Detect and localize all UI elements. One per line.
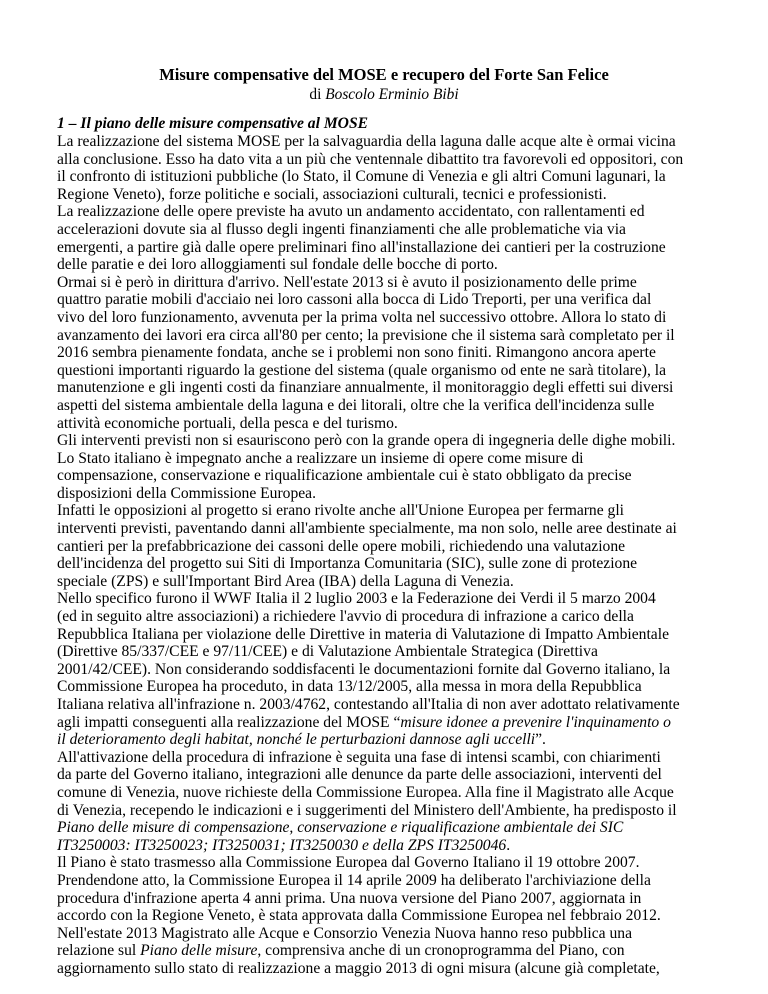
text-segment: , comprensiva anche di un cronoprogramma del Piano, con (257, 942, 625, 960)
text-segment: di Venezia, recependo le indicazioni e i suggerimenti del Ministero dell'Ambiente, ha predisposto il (57, 801, 677, 819)
text-segment: questioni importanti riguardo la gestione del sistema (quale organismo od ente ne sarà titolare), la (57, 361, 666, 379)
text-segment: Commissione Europea ha proceduto, in data 13/12/2005, alla messa in mora della Repubblica (57, 678, 642, 696)
text-line (57, 626, 729, 644)
text-segment: accelerazioni dovute sia al flusso degli ingenti finanziamenti che alle problematiche via via (57, 220, 626, 238)
text-line (57, 203, 729, 221)
text-segment: emergenti, a partire già dalle opere preliminari fino all'installazione dei cantieri per la costruzione (57, 238, 666, 256)
text-line (57, 696, 729, 714)
text-line (57, 432, 729, 450)
text-line (57, 837, 729, 855)
text-segment: Il Piano è stato trasmesso alla Commissione Europea dal Governo Italiano il 19 ottobre 2007. (57, 854, 640, 872)
text-segment: Gli interventi previsti non si esauriscono però con la grande opera di ingegneria delle dighe mobili. (57, 432, 676, 450)
text-segment: vivo del loro funzionamento, avvenuta per la prima volta nel successivo ottobre. Allora lo stato di (57, 308, 667, 326)
text-line (57, 854, 729, 872)
text-line (57, 415, 729, 433)
text-segment: La realizzazione delle opere previste ha avuto un andamento accidentato, con rallentamenti ed (57, 203, 645, 221)
text-line (57, 678, 729, 696)
text-segment: speciale (ZPS) e sull'Important Bird Area (IBA) della Laguna di Venezia. (57, 572, 514, 590)
text-line (57, 467, 729, 485)
text-segment: agli impatti conseguenti alla realizzazione del MOSE “ (57, 713, 401, 731)
text-line (57, 890, 729, 908)
text-segment: (Direttive 85/337/CEE e 97/11/CEE) e di Valutazione Ambientale Strategica (Direttiva (57, 643, 598, 661)
text-line (57, 291, 729, 309)
text-segment: relazione sul (57, 942, 141, 960)
text-line (57, 714, 729, 732)
text-segment: All'attivazione della procedura di infrazione è seguita una fase di intensi scambi, con chiarimenti (57, 748, 661, 766)
text-line (57, 379, 729, 397)
text-line (57, 274, 729, 292)
text-segment: il confronto di istituzioni pubbliche (lo Stato, il Comune di Venezia e gli altri Comuni lagunari, la (57, 168, 666, 186)
text-line (57, 168, 729, 186)
text-segment: manutenzione e gli ingenti costi da finanziare annualmente, il monitoraggio degli effetti sui diversi (57, 379, 674, 397)
text-segment: Ormai si è però in dirittura d'arrivo. Nell'estate 2013 si è avuto il posizionamento delle prime (57, 273, 637, 291)
text-segment: Italiana relativa all'infrazione n. 2003/4762, contestando all'Italia di non aver adottato relativamente (57, 696, 680, 713)
text-segment: cantieri per la prefabbricazione dei cassoni delle opere mobili, richiedendo una valutazione (57, 537, 626, 555)
text-line (57, 643, 729, 661)
italic-text: il deterioramento degli habitat, nonché le perturbazioni dannose agli uccelli (57, 731, 536, 749)
text-line (57, 925, 729, 943)
text-line (57, 133, 729, 151)
text-line (57, 784, 729, 802)
text-segment: Lo Stato italiano è impegnato anche a realizzare un insieme di opere come misure di (57, 449, 584, 467)
text-segment: quattro paratie mobili d'acciaio nei loro cassoni alla bocca di Lido Treporti, per una verifica dal (57, 291, 652, 309)
text-line (57, 573, 729, 591)
byline (0, 86, 768, 103)
text-segment: ”. (535, 731, 546, 749)
text-line (57, 485, 729, 503)
text-line (57, 819, 729, 837)
text-line (57, 362, 729, 380)
text-line (57, 872, 729, 890)
text-segment: Repubblica Italiana per violazione delle Direttive in materia di Valutazione di Impatto Ambientale (57, 625, 669, 643)
text-line (57, 309, 729, 327)
document-title: Misure compensative del MOSE e recupero del Forte San Felice (159, 65, 609, 84)
text-line (57, 960, 729, 978)
text-line (57, 802, 729, 820)
text-segment: disposizioni della Commissione Europea. (57, 484, 316, 502)
section-heading: 1 – Il piano delle misure compensative al MOSE (57, 115, 369, 132)
text-line (57, 239, 729, 257)
text-line (57, 450, 729, 468)
text-segment: 2001/42/CEE). Non considerando soddisfacenti le documentazioni fornite dal Governo italiano, la (57, 660, 671, 678)
text-segment: compensazione, conservazione e riqualificazione ambientale cui è stato obbligato da precise (57, 467, 632, 485)
text-line (57, 749, 729, 767)
text-segment: 2016 sembra pienamente fondata, anche se i problemi non sono finiti. Rimangono ancora aperte (57, 344, 656, 362)
author-name: Boscolo Erminio Bibi (325, 86, 459, 103)
text-line (57, 590, 729, 608)
text-segment: da parte del Governo italiano, integrazioni alle denunce da parte delle associazioni, interventi del (57, 766, 662, 784)
text-line (57, 397, 729, 415)
text-segment: Nell'estate 2013 Magistrato alle Acque e Consorzio Venezia Nuova hanno reso pubblica una (57, 924, 632, 942)
text-segment: procedura d'infrazione aperta 4 anni prima. Una nuova versione del Piano 2007, aggiornata in (57, 889, 642, 907)
text-line (57, 942, 729, 960)
text-line (57, 256, 729, 274)
text-segment: (ed in seguito altre associazioni) a richiedere l'avvio di procedura di infrazione a carico della (57, 608, 634, 626)
text-line (57, 221, 729, 239)
text-line (57, 907, 729, 925)
text-line (57, 520, 729, 538)
text-segment: Regione Veneto), forze politiche e sociali, associazioni culturali, tecnici e professionisti. (57, 185, 607, 203)
byline-prefix: di (309, 86, 326, 103)
text-segment: attività economiche portuali, della pesca e del turismo. (57, 414, 398, 432)
text-line (57, 538, 729, 556)
text-line (57, 555, 729, 573)
italic-text: Piano delle misure di compensazione, conservazione e riqualificazione ambientale dei SIC (57, 819, 624, 837)
italic-text: Piano delle misure (140, 942, 258, 960)
text-line (57, 186, 729, 204)
text-segment: dell'incidenza del progetto sui Siti di Importanza Comunitaria (SIC), sulle zone di protezione (57, 555, 638, 573)
text-segment: alla conclusione. Esso ha dato vita a un più che ventennale dibattito tra favorevoli ed oppositori, con (57, 150, 684, 168)
text-segment: Infatti le opposizioni al progetto si erano rivolte anche all'Unione Europea per fermarne gli (57, 502, 625, 520)
text-segment: aspetti del sistema ambientale della laguna e dei litorali, oltre che la verifica dell'incidenza sulle (57, 396, 655, 414)
text-segment: aggiornamento sullo stato di realizzazione a maggio 2013 di ogni misura (alcune già completate, (57, 959, 660, 977)
text-segment: delle paratie e dei loro alloggiamenti sul fondale delle bocche di porto. (57, 256, 498, 274)
body-text (57, 133, 729, 978)
text-segment: interventi previsti, paventando danni all'ambiente specialmente, ma non solo, nelle aree destinate ai (57, 520, 677, 538)
italic-text: misure idonee a prevenire l'inquinamento o (400, 713, 671, 731)
text-line (57, 327, 729, 345)
text-line (57, 766, 729, 784)
text-segment: Nello specifico furono il WWF Italia il 2 luglio 2003 e la Federazione dei Verdi il 5 marzo 2004 (57, 590, 656, 608)
text-segment: avanzamento dei lavori era circa all'80 per cento; la previsione che il sistema sarà completato per il (57, 326, 675, 344)
text-line (57, 661, 729, 679)
text-segment: accordo con la Regione Veneto, è stata approvata dalla Commissione Europea nel febbraio 2012. (57, 907, 661, 925)
text-segment: La realizzazione del sistema MOSE per la salvaguardia della laguna dalle acque alte è ormai vicina (57, 133, 676, 150)
italic-text: IT3250003: IT3250023; IT3250031; IT3250030 e della ZPS IT3250046 (57, 836, 507, 854)
text-line (57, 344, 729, 362)
text-segment: comune di Venezia, nuove richieste della Commissione Europea. Alla fine il Magistrato alle Acque (57, 783, 674, 801)
text-line (57, 731, 729, 749)
text-line (57, 608, 729, 626)
text-segment: . (506, 836, 511, 854)
text-line (57, 151, 729, 169)
text-line (57, 502, 729, 520)
text-segment: Prendendone atto, la Commissione Europea il 14 aprile 2009 ha deliberato l'archiviazione della (57, 871, 651, 889)
